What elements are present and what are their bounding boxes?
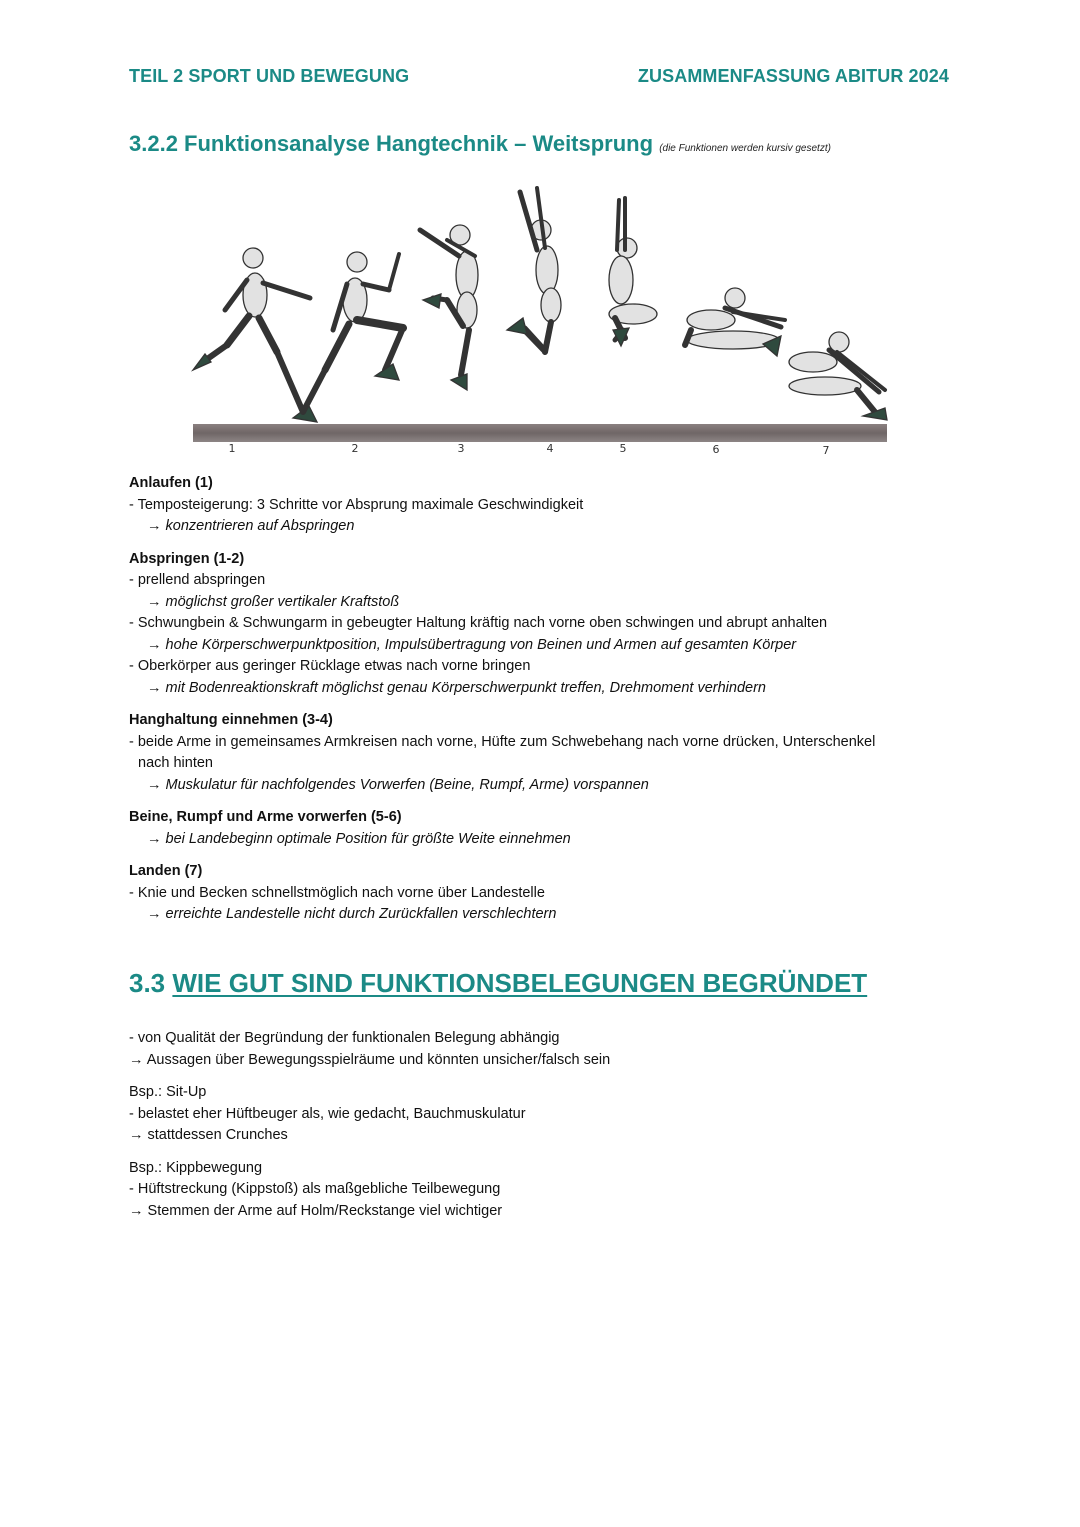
phase-line: - prellend abspringen	[129, 572, 266, 588]
phase-label-4: 4	[546, 442, 554, 455]
figure-phase-5	[609, 198, 657, 346]
phase-function: → erreichte Landestelle nicht durch Zurückfallen verschlechtern	[147, 906, 557, 922]
header-left: TEIL 2 SPORT UND BEWEGUNG	[129, 66, 410, 86]
figure-phase-1	[193, 248, 317, 422]
phase-function: → möglichst großer vertikaler Kraftstoß	[147, 593, 400, 610]
phase-function: → mit Bodenreaktionskraft möglichst genau Körperschwerpunkt treffen, Drehmoment verhindern	[147, 679, 766, 696]
phase-vorwerfen	[129, 807, 959, 850]
example-line: → stattdessen Crunches	[129, 1127, 288, 1143]
example-line: - Hüftstreckung (Kippstoß) als maßgebliche Teilbewegung	[129, 1181, 501, 1197]
ground-strip	[193, 424, 887, 442]
figure-phase-4	[507, 188, 561, 352]
phases-content	[129, 473, 959, 937]
section-title-note: (die Funktionen werden kursiv gesetzt)	[659, 143, 831, 154]
phase-line: - Knie und Becken schnellstmöglich nach vorne über Landestelle	[129, 884, 545, 901]
figure-phase-2	[303, 252, 403, 412]
phase-label-7: 7	[822, 444, 830, 457]
example-label: Bsp.: Sit-Up	[129, 1084, 207, 1100]
phase-function: → hohe Körperschwerpunktposition, Impulsübertragung von Beinen und Armen auf gesamten Körper	[147, 636, 797, 653]
example-line: → Stemmen der Arme auf Holm/Reckstange viel wichtiger	[129, 1202, 503, 1219]
phase-label-1: 1	[228, 442, 236, 455]
phase-label-2: 2	[351, 442, 359, 455]
phase-anlaufen	[129, 473, 959, 538]
phase-line: - Schwungbein & Schwungarm in gebeugter Haltung kräftig nach vorne oben schwingen und abrupt anhalten	[129, 615, 828, 631]
phase-line-continued: nach hinten	[138, 755, 213, 771]
figure-phase-6	[685, 288, 785, 356]
section-title-322	[129, 131, 831, 157]
phase-hanghaltung	[129, 710, 959, 796]
intro-line: - von Qualität der Begründung der funktionalen Belegung abhängig	[129, 1030, 560, 1046]
phase-function: → konzentrieren auf Abspringen	[147, 518, 355, 534]
phase-abspringen	[129, 549, 959, 700]
phase-line: - beide Arme in gemeinsames Armkreisen nach vorne, Hüfte zum Schwebehang nach vorne drücken, Unterschenkel	[129, 733, 876, 750]
long-jump-figure	[185, 180, 895, 465]
phase-heading: Hanghaltung einnehmen (3-4)	[129, 712, 333, 728]
header-right: ZUSAMMENFASSUNG ABITUR 2024	[637, 66, 949, 86]
section-heading: WIE GUT SIND FUNKTIONSBELEGUNGEN BEGRÜNDET	[172, 968, 868, 998]
jumper-silhouettes	[193, 188, 887, 422]
section-title-33	[129, 968, 867, 999]
phase-heading: Abspringen (1-2)	[129, 550, 245, 567]
phase-line: - Temposteigerung: 3 Schritte vor Absprung maximale Geschwindigkeit	[129, 496, 584, 513]
phase-function: → Muskulatur für nachfolgendes Vorwerfen (Beine, Rumpf, Arme) vorspannen	[147, 776, 649, 793]
example-line: - belastet eher Hüftbeuger als, wie gedacht, Bauchmuskulatur	[129, 1105, 526, 1122]
figure-phase-3	[420, 225, 478, 390]
phase-heading: Landen (7)	[129, 863, 203, 879]
intro-line: → Aussagen über Bewegungsspielräume und könnten unsicher/falsch sein	[129, 1051, 611, 1068]
phase-heading: Anlaufen (1)	[129, 475, 213, 491]
phase-label-6: 6	[712, 443, 720, 456]
phase-labels	[229, 442, 830, 457]
section-33-intro	[129, 1028, 959, 1071]
phase-label-3: 3	[457, 442, 465, 455]
example-label: Bsp.: Kippbewegung	[129, 1159, 263, 1176]
example-sit-up	[129, 1082, 959, 1147]
figure-phase-7	[789, 332, 887, 420]
section-33-content	[129, 1028, 959, 1233]
phase-function: → bei Landebeginn optimale Position für größte Weite einnehmen	[147, 830, 571, 847]
section-title-text: 3.2.2 Funktionsanalyse Hangtechnik – Weitsprung	[129, 131, 654, 156]
phase-line: - Oberkörper aus geringer Rücklage etwas nach vorne bringen	[129, 658, 531, 674]
phase-label-5: 5	[619, 442, 627, 455]
example-kippbewegung	[129, 1158, 959, 1223]
section-number: 3.3	[129, 968, 166, 998]
phase-heading: Beine, Rumpf und Arme vorwerfen (5-6)	[129, 809, 402, 825]
phase-landen	[129, 861, 959, 926]
